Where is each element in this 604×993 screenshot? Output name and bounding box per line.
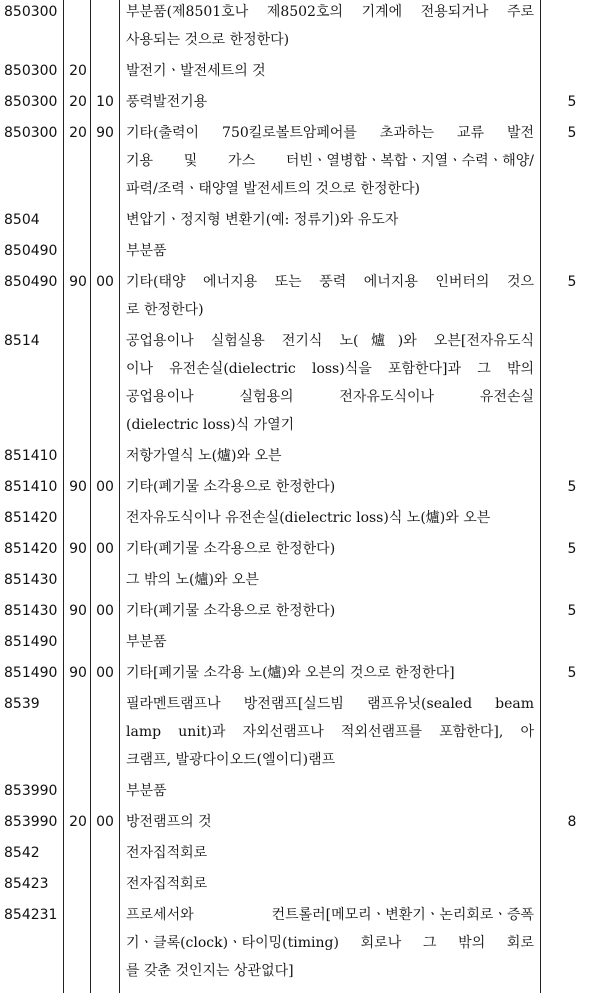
table-row [0,566,604,597]
description-line: 부분품 [126,243,167,259]
table-row [0,628,604,659]
description-line: 방전램프의 것 [126,814,212,830]
description-line: 전자집적회로 [126,845,208,861]
hs-code: 851420 [4,541,58,557]
item-description [126,206,534,234]
description-line: 그 밖의 노(爐)와 오븐 [126,572,259,588]
table-row [0,57,604,88]
description-line: 부분품(제8501호나 제8502호의 기계에 전용되거나 주로 [126,4,534,20]
description-line: 기타(폐기물 소각용으로 한정한다) [126,603,336,619]
sub-code-1: 90 [69,541,87,557]
sub-code-2: 90 [96,125,114,141]
table-row [0,535,604,566]
table-row [0,870,604,901]
item-description [126,504,534,532]
sub-code-1: 20 [69,94,87,110]
hs-code: 851420 [4,510,58,526]
description-line: 이나 유전손실(dielectric loss)식을 포함한다]과 그 밖의 [126,361,534,377]
table-row [0,504,604,535]
description-line: 기타(태양 에너지용 또는 풍력 에너지용 인버터의 것으 [126,274,534,290]
hs-code: 8539 [4,696,40,712]
item-description [126,628,534,656]
description-line: 전자유도식이나 유전손실(dielectric loss)식 노(爐)와 오븐 [126,510,491,526]
description-line: 기용 및 가스 터빈ㆍ열병합ㆍ복합ㆍ지열ㆍ수력ㆍ해양/ [126,153,534,169]
table-row [0,0,604,57]
tariff-rate: 5 [567,603,577,619]
table-row [0,808,604,839]
description-line: 로 한정한다) [126,302,204,318]
hs-code: 851490 [4,665,58,681]
item-description [126,327,534,439]
tariff-rate: 5 [567,479,577,495]
hs-code: 854231 [4,907,58,923]
sub-code-1: 20 [69,63,87,79]
item-description [126,119,534,203]
hs-code: 850300 [4,125,58,141]
table-row [0,206,604,237]
description-line: 기타(폐기물 소각용으로 한정한다) [126,479,336,495]
hs-code: 850300 [4,94,58,110]
item-description [126,870,534,898]
table-row [0,839,604,870]
sub-code-1: 90 [69,479,87,495]
hs-code: 851430 [4,603,58,619]
sub-code-2: 00 [96,274,114,290]
item-description [126,839,534,867]
hs-code: 850300 [4,63,58,79]
item-description [126,597,534,625]
description-line: 공업용이나 실험용의 전자유도식이나 유전손실 [126,389,534,405]
tariff-rate: 5 [567,541,577,557]
item-description [126,566,534,594]
table-row [0,659,604,690]
hs-code: 851430 [4,572,58,588]
description-line: 풍력발전기용 [126,94,208,110]
hs-code: 8514 [4,333,40,349]
item-description [126,535,534,563]
item-description [126,690,534,774]
description-line: 파력/조력ㆍ태양열 발전세트의 것으로 한정한다) [126,181,421,197]
sub-code-2: 00 [96,665,114,681]
item-description [126,659,534,687]
table-row [0,473,604,504]
description-line: lamp unit)과 자외선램프나 적외선램프를 포함한다], 아 [126,724,534,740]
tariff-rate: 5 [567,665,577,681]
item-description [126,88,534,116]
description-line: 기타(폐기물 소각용으로 한정한다) [126,541,336,557]
tariff-rate: 5 [567,274,577,290]
table-row [0,777,604,808]
description-line: 발전기ㆍ발전세트의 것 [126,63,266,79]
item-description [126,57,534,85]
description-line: 전자집적회로 [126,876,208,892]
sub-code-1: 90 [69,274,87,290]
table-row [0,237,604,268]
sub-code-2: 00 [96,603,114,619]
description-line: 기타[폐기물 소각용 노(爐)와 오븐의 것으로 한정한다] [126,665,455,681]
description-line: 기ㆍ클록(clock)ㆍ타이밍(timing) 회로나 그 밖의 회로 [126,935,534,951]
item-description [126,901,534,985]
description-line: 기타(출력이 750킬로볼트암페어를 초과하는 교류 발전 [126,125,534,141]
item-description [126,442,534,470]
hs-code: 851410 [4,479,58,495]
table-row [0,327,604,442]
table-row [0,268,604,327]
item-description [126,473,534,501]
tariff-rate: 5 [567,94,577,110]
table-row [0,442,604,473]
sub-code-1: 20 [69,125,87,141]
description-line: 크램프, 발광다이오드(엘이디)램프 [126,752,336,768]
sub-code-2: 00 [96,541,114,557]
hs-code: 8542 [4,845,40,861]
hs-code: 850490 [4,243,58,259]
tariff-rate: 8 [567,814,577,830]
tariff-rate: 5 [567,125,577,141]
hs-code: 8504 [4,212,40,228]
description-line: (dielectric loss)식 가열기 [126,417,295,433]
description-line: 프로세서와 컨트롤러[메모리ㆍ변환기ㆍ논리회로ㆍ증폭 [126,907,534,923]
item-description [126,237,534,265]
description-line: 공업용이나 실험실용 전기식 노(爐)와 오븐[전자유도식 [126,333,534,349]
hs-code: 853990 [4,783,58,799]
table-row [0,119,604,206]
sub-code-1: 20 [69,814,87,830]
description-line: 부분품 [126,634,167,650]
hs-code: 850300 [4,4,58,20]
sub-code-1: 90 [69,603,87,619]
sub-code-1: 90 [69,665,87,681]
description-line: 변압기ㆍ정지형 변환기(예: 정류기)와 유도자 [126,212,399,228]
table-row [0,901,604,988]
description-line: 필라멘트램프나 방전램프[실드빔 램프유닛(sealed beam [126,696,534,712]
hs-code: 851490 [4,634,58,650]
hs-code: 853990 [4,814,58,830]
table-row [0,597,604,628]
description-line: 를 갖춘 것인지는 상관없다] [126,963,294,979]
table-row [0,88,604,119]
item-description [126,777,534,805]
hs-code: 85423 [4,876,49,892]
item-description [126,0,534,54]
hs-code: 850490 [4,274,58,290]
item-description [126,808,534,836]
sub-code-2: 00 [96,814,114,830]
hs-code: 851410 [4,448,58,464]
sub-code-2: 10 [96,94,114,110]
description-line: 저항가열식 노(爐)와 오븐 [126,448,282,464]
item-description [126,268,534,324]
sub-code-2: 00 [96,479,114,495]
description-line: 부분품 [126,783,167,799]
table-row [0,690,604,777]
description-line: 사용되는 것으로 한정한다) [126,32,290,48]
